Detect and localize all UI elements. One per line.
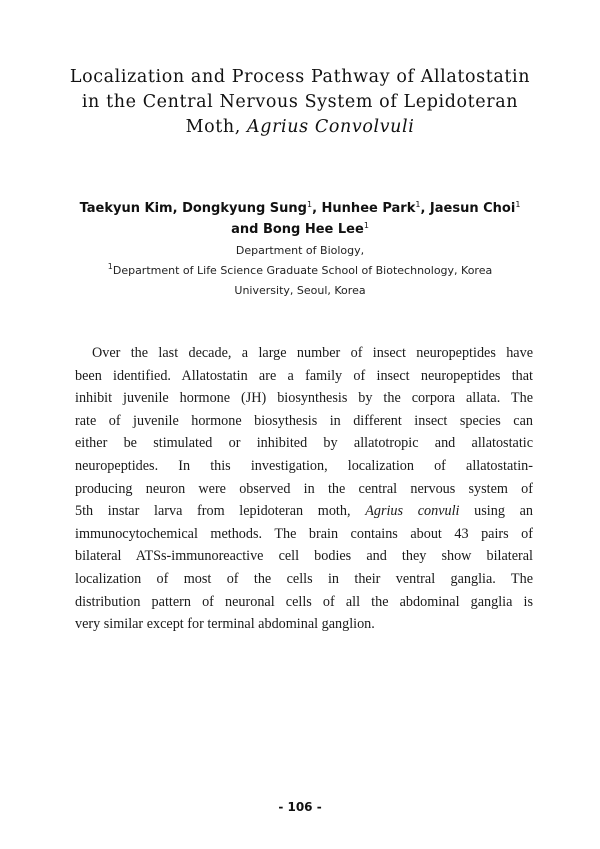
author-separator: ,	[312, 201, 322, 216]
abstract-line: been identified. Allatostatin are a family of insect neuropeptides that	[75, 367, 533, 384]
title-species-name: Agrius Convolvuli	[247, 117, 415, 137]
author-line-1	[40, 198, 560, 219]
author-conjunction: and	[231, 222, 263, 237]
title-line-3-prefix: Moth,	[185, 117, 248, 137]
abstract-line: localization of most of the cells in their ventral ganglia. The	[75, 570, 533, 587]
abstract-line: neuropeptides. In this investigation, localization of allatostatin-	[75, 457, 533, 474]
abstract-body	[75, 342, 533, 636]
paper-title	[50, 65, 550, 140]
author-4-affiliation-mark: 1	[515, 200, 521, 209]
author-3-affiliation-mark: 1	[415, 200, 421, 209]
title-line-2: in the Central Nervous System of Lepidoteran	[81, 92, 519, 112]
abstract-line-8-start: 5th instar larva from lepidoteran moth,	[75, 503, 366, 520]
author-separator: ,	[420, 201, 430, 216]
author-5-affiliation-mark: 1	[363, 221, 369, 230]
abstract-line: immunocytochemical methods. The brain contains about 43 pairs of	[75, 525, 533, 542]
abstract-line: distribution pattern of neuronal cells of all the abdominal ganglia is	[75, 593, 533, 610]
abstract-line: very similar except for terminal abdominal ganglion.	[75, 616, 375, 633]
author-5: Bong Hee Lee	[262, 222, 364, 237]
affiliations	[40, 241, 560, 301]
abstract-species-name: Agrius convuli	[365, 503, 460, 520]
affiliation-line-2-text: Department of Life Science Graduate School of Biotechnology, Korea	[112, 264, 493, 277]
author-4: Jaesun Choi	[429, 201, 516, 216]
author-2-affiliation-mark: 1	[306, 200, 313, 209]
abstract-line: bilateral ATSs-immunoreactive cell bodies and they show bilateral	[75, 548, 533, 565]
abstract-line: rate of juvenile hormone biosythesis in different insect species can	[75, 412, 533, 429]
title-line-1: Localization and Process Pathway of Allatostatin	[69, 67, 531, 87]
abstract-line: inhibit juvenile hormone (JH) biosynthesis by the corpora allata. The	[75, 390, 533, 407]
abstract-line	[75, 500, 533, 523]
author-2: Dongkyung Sung	[182, 201, 307, 216]
affiliation-line-3: University, Seoul, Korea	[234, 284, 366, 297]
abstract-line: either be stimulated or inhibited by allatotropic and allatostatic	[75, 435, 533, 452]
affiliation-line-1: Department of Biology,	[235, 244, 365, 257]
page-number: - 106 -	[278, 800, 322, 814]
affiliation-line-2	[40, 261, 560, 281]
title-line-3	[50, 115, 550, 140]
author-3: Hunhee Park	[321, 201, 416, 216]
author-line-2	[40, 219, 560, 240]
author-1: Taekyun Kim,	[79, 201, 183, 216]
affiliation-mark: 1	[107, 262, 113, 271]
abstract-line-8-end: using an	[459, 503, 533, 520]
abstract-line: Over the last decade, a large number of insect neuropeptides have	[92, 345, 533, 361]
author-list	[40, 198, 560, 240]
abstract-line: producing neuron were observed in the central nervous system of	[75, 480, 533, 497]
